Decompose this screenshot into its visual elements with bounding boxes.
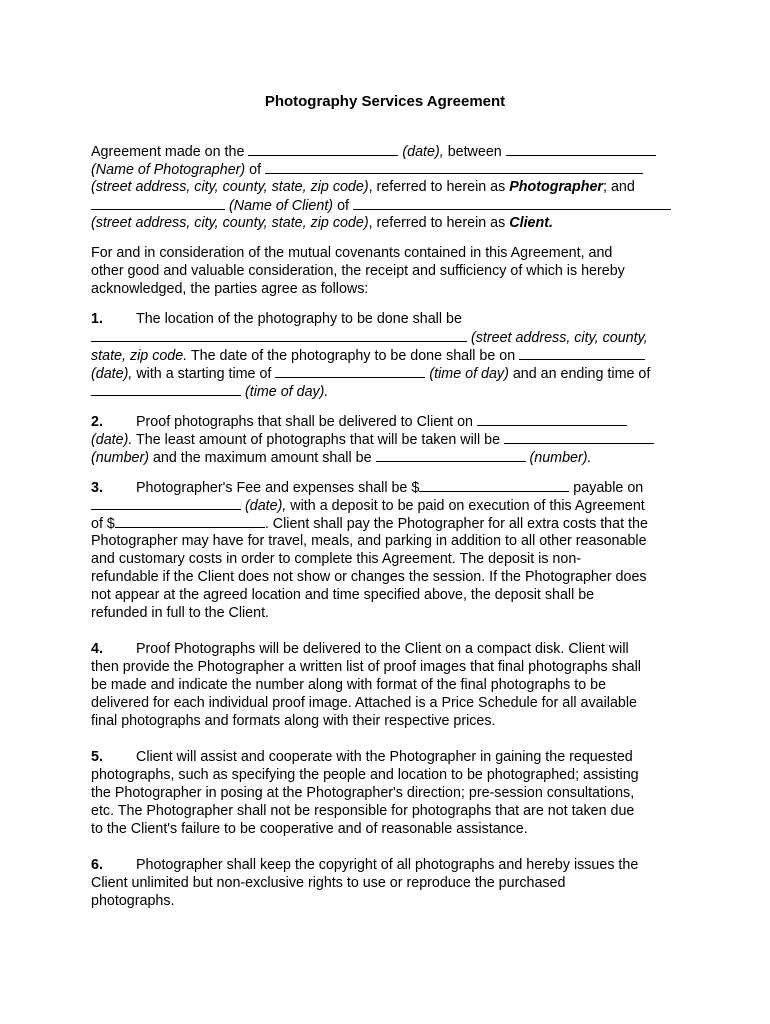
section-6-line-1: 6. Photographer shall keep the copyright of all photographs and hereby issues the xyxy=(91,857,639,873)
maximum-amount-field[interactable] xyxy=(376,448,526,462)
client-address-field[interactable] xyxy=(353,196,671,210)
intro-line-4: (Name of Client) of xyxy=(91,196,691,214)
intro-line-3: (street address, city, county, state, zip code), referred to herein as Photographer; and xyxy=(91,179,635,195)
deposit-amount-field[interactable] xyxy=(115,514,265,528)
section-number: 5. xyxy=(91,749,103,765)
section-3-line-3: of $ . Client shall pay the Photographer for all extra costs that the xyxy=(91,516,648,532)
end-time-field[interactable] xyxy=(91,382,241,396)
photography-date-field[interactable] xyxy=(519,346,645,360)
section-3-text-line: not appear at the agreed location and time specified above, the deposit shall be xyxy=(91,587,595,603)
consideration-line: acknowledged, the parties agree as follows: xyxy=(91,281,369,297)
section-5-text-line: photographs, such as specifying the people and location to be photographed; assisting xyxy=(91,767,639,783)
section-6-text-line: Client unlimited but non-exclusive rights to use or reproduce the purchased xyxy=(91,875,566,891)
section-2-line-3: (number) and the maximum amount shall be (number). xyxy=(91,450,592,466)
photographer-address-field[interactable] xyxy=(265,160,643,174)
section-4-text-line: delivered for each individual proof image. Attached is a Price Schedule for all available xyxy=(91,695,637,711)
section-3-line-2: (date), with a deposit to be paid on execution of this Agreement xyxy=(91,496,691,514)
section-5-line-1: 5. Client will assist and cooperate with the Photographer in gaining the requested xyxy=(91,749,633,765)
intro-line-1: Agreement made on the (date), between xyxy=(91,142,691,160)
section-4-text-line: then provide the Photographer a written list of proof images that final photographs shall xyxy=(91,659,641,675)
fee-amount-field[interactable] xyxy=(419,478,569,492)
section-5-text-line: etc. The Photographer shall not be responsible for photographs that are not taken due xyxy=(91,803,635,819)
client-name-field[interactable] xyxy=(91,196,225,210)
photographer-name-field[interactable] xyxy=(506,142,656,156)
section-3-line-1: 3. Photographer's Fee and expenses shall be $ payable on xyxy=(91,480,644,496)
section-6-text-line: photographs. xyxy=(91,893,175,909)
payment-date-field[interactable] xyxy=(91,496,241,510)
section-1-line-2: (street address, city, county, xyxy=(91,328,691,346)
document-title: Photography Services Agreement xyxy=(264,93,506,110)
start-time-field[interactable] xyxy=(275,364,425,378)
section-1-line-3: state, zip code. The date of the photography to be done shall be on xyxy=(91,346,691,364)
section-4-text-line: be made and indicate the number along with format of the final photographs to be xyxy=(91,677,607,693)
agreement-body xyxy=(91,142,691,910)
intro-line-5: (street address, city, county, state, zip code), referred to herein as Client. xyxy=(91,215,553,231)
section-4-line-1: 4. Proof Photographs will be delivered to the Client on a compact disk. Client will xyxy=(91,641,629,657)
section-5-text-line: the Photographer in posing at the Photographer's direction; pre-session consultations, xyxy=(91,785,635,801)
section-number: 2. xyxy=(91,414,103,430)
section-2-line-1: 2. Proof photographs that shall be delivered to Client on xyxy=(91,412,691,430)
intro-line-2: (Name of Photographer) of xyxy=(91,160,691,178)
section-3-text-line: and customary costs in order to complete this Agreement. The deposit is non- xyxy=(91,551,582,567)
section-2-line-2: (date). The least amount of photographs that will be taken will be xyxy=(91,430,691,448)
least-amount-field[interactable] xyxy=(504,430,654,444)
section-3-text-line: refunded in full to the Client. xyxy=(91,605,270,621)
location-field[interactable] xyxy=(91,328,467,342)
section-3-text-line: refundable if the Client does not show or changes the session. If the Photographer does xyxy=(91,569,647,585)
proof-delivery-date-field[interactable] xyxy=(477,412,627,426)
section-number: 6. xyxy=(91,857,103,873)
section-3-text-line: Photographer may have for travel, meals, and parking in addition to all other reasonable xyxy=(91,533,647,549)
section-4-text-line: final photographs and formats along with their respective prices. xyxy=(91,713,496,729)
section-1-line-1: 1. The location of the photography to be done shall be xyxy=(91,311,462,327)
section-number: 4. xyxy=(91,641,103,657)
agreement-date-field[interactable] xyxy=(248,142,398,156)
section-number: 3. xyxy=(91,480,103,496)
section-1-line-4: (date), with a starting time of (time of day) and an ending time of xyxy=(91,366,651,382)
section-1-line-5: (time of day). xyxy=(91,382,691,400)
section-number: 1. xyxy=(91,311,103,327)
consideration-line: other good and valuable consideration, the receipt and sufficiency of which is hereby xyxy=(91,263,625,279)
consideration-line: For and in consideration of the mutual covenants contained in this Agreement, and xyxy=(91,245,613,261)
section-5-text-line: to the Client's failure to be cooperative and of reasonable assistance. xyxy=(91,821,528,837)
